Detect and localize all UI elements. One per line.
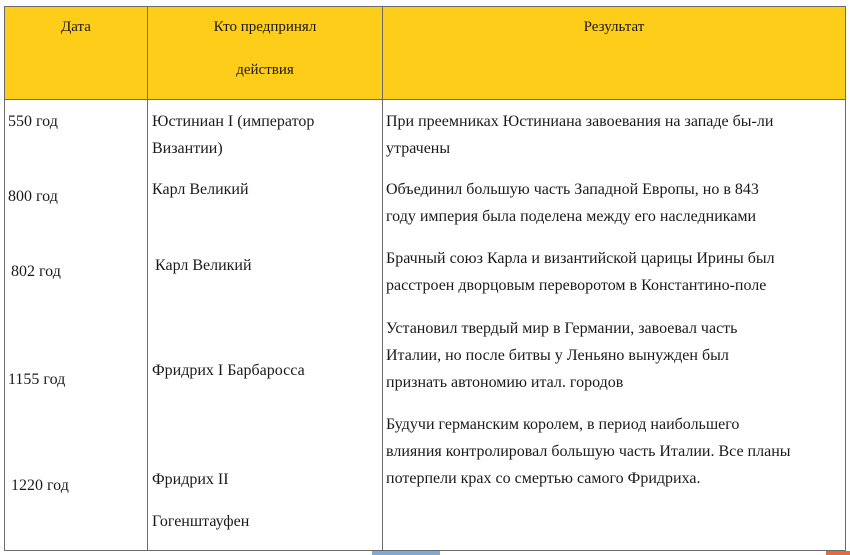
history-table xyxy=(4,6,846,551)
row-date: 800 год xyxy=(8,188,58,205)
row-who-line: Византии) xyxy=(152,140,223,157)
row-who-line: Гогенштауфен xyxy=(152,513,250,530)
header-who-line2: действия xyxy=(236,62,294,78)
row-result-line: Установил твердый мир в Германии, завоевал часть xyxy=(386,320,738,337)
row-who-line: Фридрих II xyxy=(152,471,229,488)
row-who xyxy=(152,357,305,384)
header-result: Результат xyxy=(583,19,645,35)
row-who-line: Карл Великий xyxy=(152,181,249,198)
row-result xyxy=(386,411,791,492)
bottom-strip xyxy=(372,551,440,555)
row-date: 1220 год xyxy=(11,477,69,494)
row-who-line: Карл Великий xyxy=(155,257,252,274)
row-result-line: Италии, но после битвы у Леньяно вынужден был xyxy=(386,347,729,364)
row-result xyxy=(386,108,773,162)
row-result-line: Брачный союз Карла и византийской царицы Ирины был xyxy=(386,250,775,267)
row-result xyxy=(386,245,775,299)
header-divider xyxy=(5,99,845,100)
row-who xyxy=(152,176,249,203)
row-result-line: влияния контролировал большую часть Италии. Все планы xyxy=(386,443,791,460)
row-who xyxy=(152,108,314,162)
row-result-line: потерпели крах со смертью самого Фридриха. xyxy=(386,470,701,487)
row-result-line: При преемниках Юстиниана завоевания на западе бы-ли xyxy=(386,113,774,130)
row-result-line: Объединил большую часть Западной Европы, но в 843 xyxy=(386,181,759,198)
row-who xyxy=(152,466,229,493)
row-who-line: Юстиниан I (император xyxy=(152,113,315,130)
header-who-line1: Кто предпринял xyxy=(213,19,317,35)
row-date: 1155 год xyxy=(8,371,66,388)
row-result-line: утрачены xyxy=(386,140,451,157)
row-result-line: году империя была поделена между его наследниками xyxy=(386,208,757,225)
row-date: 802 год xyxy=(11,263,61,280)
row-result-line: расстроен дворцовым переворотом в Константино-поле xyxy=(386,277,767,294)
bottom-strip-accent xyxy=(826,551,850,555)
row-result xyxy=(386,176,759,230)
row-who xyxy=(155,252,252,279)
row-date: 550 год xyxy=(8,113,58,130)
header-date: Дата xyxy=(61,19,91,35)
row-result-line: признать автономию итал. городов xyxy=(386,374,624,391)
column-divider xyxy=(382,7,383,550)
row-who xyxy=(152,508,249,535)
row-who-line: Фридрих I Барбаросса xyxy=(152,362,305,379)
row-result xyxy=(386,315,737,396)
row-result-line: Будучи германским королем, в период наибольшего xyxy=(386,416,740,433)
